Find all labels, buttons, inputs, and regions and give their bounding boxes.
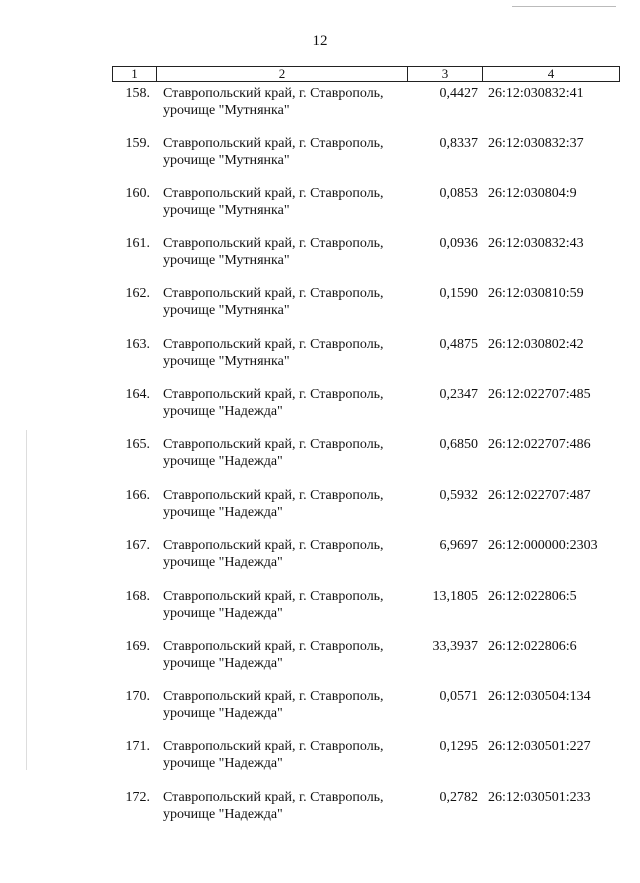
address-line-2: урочище "Мутнянка"	[163, 303, 290, 318]
cadastral-number: 26:12:022806:5	[488, 589, 577, 604]
cadastral-number: 26:12:030832:37	[488, 136, 584, 151]
page-number: 12	[312, 33, 328, 49]
address	[163, 85, 384, 119]
address	[163, 789, 384, 823]
address-line-2: урочище "Мутнянка"	[163, 103, 290, 118]
cadastral-number: 26:12:030832:41	[488, 86, 584, 101]
table-row	[0, 436, 640, 476]
table-row	[0, 588, 640, 628]
address-line-1: Ставропольский край, г. Ставрополь,	[163, 538, 384, 553]
address-line-2: урочище "Надежда"	[163, 706, 283, 721]
address-line-2: урочище "Надежда"	[163, 606, 283, 621]
address-line-2: урочище "Мутнянка"	[163, 253, 290, 268]
address-line-1: Ставропольский край, г. Ставрополь,	[163, 236, 384, 251]
address-line-1: Ставропольский край, г. Ставрополь,	[163, 790, 384, 805]
cadastral-number: 26:12:030802:42	[488, 337, 584, 352]
address-line-2: урочище "Надежда"	[163, 454, 283, 469]
column-header-2: 2	[156, 66, 408, 82]
table-row	[0, 789, 640, 829]
area-value: 0,4427	[439, 86, 478, 101]
address-line-2: урочище "Мутнянка"	[163, 153, 290, 168]
table-row	[0, 537, 640, 577]
address-line-2: урочище "Мутнянка"	[163, 354, 290, 369]
column-header-3: 3	[407, 66, 483, 82]
table-row	[0, 85, 640, 125]
address	[163, 185, 384, 219]
table-row	[0, 285, 640, 325]
address-line-2: урочище "Надежда"	[163, 555, 283, 570]
cadastral-number: 26:12:030504:134	[488, 689, 591, 704]
row-number: 170.	[125, 689, 150, 704]
address-line-2: урочище "Надежда"	[163, 656, 283, 671]
area-value: 0,1590	[439, 286, 478, 301]
table-row	[0, 738, 640, 778]
address-line-1: Ставропольский край, г. Ставрополь,	[163, 387, 384, 402]
table-row	[0, 688, 640, 728]
cadastral-number: 26:12:030501:227	[488, 739, 591, 754]
address-line-2: урочище "Надежда"	[163, 807, 283, 822]
table-row	[0, 386, 640, 426]
area-value: 0,2782	[439, 790, 478, 805]
address	[163, 738, 384, 772]
address-line-2: урочище "Надежда"	[163, 505, 283, 520]
area-value: 0,8337	[439, 136, 478, 151]
address-line-1: Ставропольский край, г. Ставрополь,	[163, 186, 384, 201]
address	[163, 336, 384, 370]
cadastral-number: 26:12:030501:233	[488, 790, 591, 805]
address	[163, 285, 384, 319]
row-number: 162.	[125, 286, 150, 301]
area-value: 0,6850	[439, 437, 478, 452]
address-line-1: Ставропольский край, г. Ставрополь,	[163, 689, 384, 704]
cadastral-number: 26:12:022707:487	[488, 488, 591, 503]
address-line-1: Ставропольский край, г. Ставрополь,	[163, 136, 384, 151]
cadastral-number: 26:12:030810:59	[488, 286, 584, 301]
address-line-1: Ставропольский край, г. Ставрополь,	[163, 639, 384, 654]
row-number: 165.	[125, 437, 150, 452]
table-row	[0, 487, 640, 527]
cadastral-number: 26:12:022707:486	[488, 437, 591, 452]
address-line-1: Ставропольский край, г. Ставрополь,	[163, 437, 384, 452]
table-row	[0, 235, 640, 275]
address-line-2: урочище "Надежда"	[163, 404, 283, 419]
address	[163, 588, 384, 622]
address-line-1: Ставропольский край, г. Ставрополь,	[163, 589, 384, 604]
row-number: 166.	[125, 488, 150, 503]
cadastral-number: 26:12:030804:9	[488, 186, 577, 201]
address-line-2: урочище "Надежда"	[163, 756, 283, 771]
address	[163, 638, 384, 672]
cadastral-number: 26:12:000000:2303	[488, 538, 598, 553]
header-rule	[512, 6, 616, 7]
row-number: 164.	[125, 387, 150, 402]
column-header-1: 1	[112, 66, 157, 82]
area-value: 0,5932	[439, 488, 478, 503]
column-header-4: 4	[482, 66, 620, 82]
address-line-1: Ставропольский край, г. Ставрополь,	[163, 286, 384, 301]
row-number: 167.	[125, 538, 150, 553]
address	[163, 436, 384, 470]
table-row	[0, 185, 640, 225]
cadastral-number: 26:12:022806:6	[488, 639, 577, 654]
row-number: 172.	[125, 790, 150, 805]
row-number: 159.	[125, 136, 150, 151]
address	[163, 537, 384, 571]
area-value: 0,0853	[439, 186, 478, 201]
address	[163, 135, 384, 169]
area-value: 0,0936	[439, 236, 478, 251]
address	[163, 688, 384, 722]
area-value: 0,4875	[439, 337, 478, 352]
cadastral-number: 26:12:022707:485	[488, 387, 591, 402]
area-value: 0,0571	[439, 689, 478, 704]
address	[163, 386, 384, 420]
row-number: 168.	[125, 589, 150, 604]
address	[163, 235, 384, 269]
row-number: 163.	[125, 337, 150, 352]
address-line-1: Ставропольский край, г. Ставрополь,	[163, 86, 384, 101]
row-number: 169.	[125, 639, 150, 654]
area-value: 13,1805	[432, 589, 478, 604]
row-number: 160.	[125, 186, 150, 201]
row-number: 161.	[125, 236, 150, 251]
cadastral-number: 26:12:030832:43	[488, 236, 584, 251]
table-row	[0, 638, 640, 678]
area-value: 0,1295	[439, 739, 478, 754]
row-number: 158.	[125, 86, 150, 101]
address-line-2: урочище "Мутнянка"	[163, 203, 290, 218]
table-row	[0, 135, 640, 175]
area-value: 6,9697	[439, 538, 478, 553]
area-value: 33,3937	[432, 639, 478, 654]
address	[163, 487, 384, 521]
address-line-1: Ставропольский край, г. Ставрополь,	[163, 337, 384, 352]
row-number: 171.	[125, 739, 150, 754]
address-line-1: Ставропольский край, г. Ставрополь,	[163, 488, 384, 503]
table-row	[0, 336, 640, 376]
area-value: 0,2347	[439, 387, 478, 402]
address-line-1: Ставропольский край, г. Ставрополь,	[163, 739, 384, 754]
